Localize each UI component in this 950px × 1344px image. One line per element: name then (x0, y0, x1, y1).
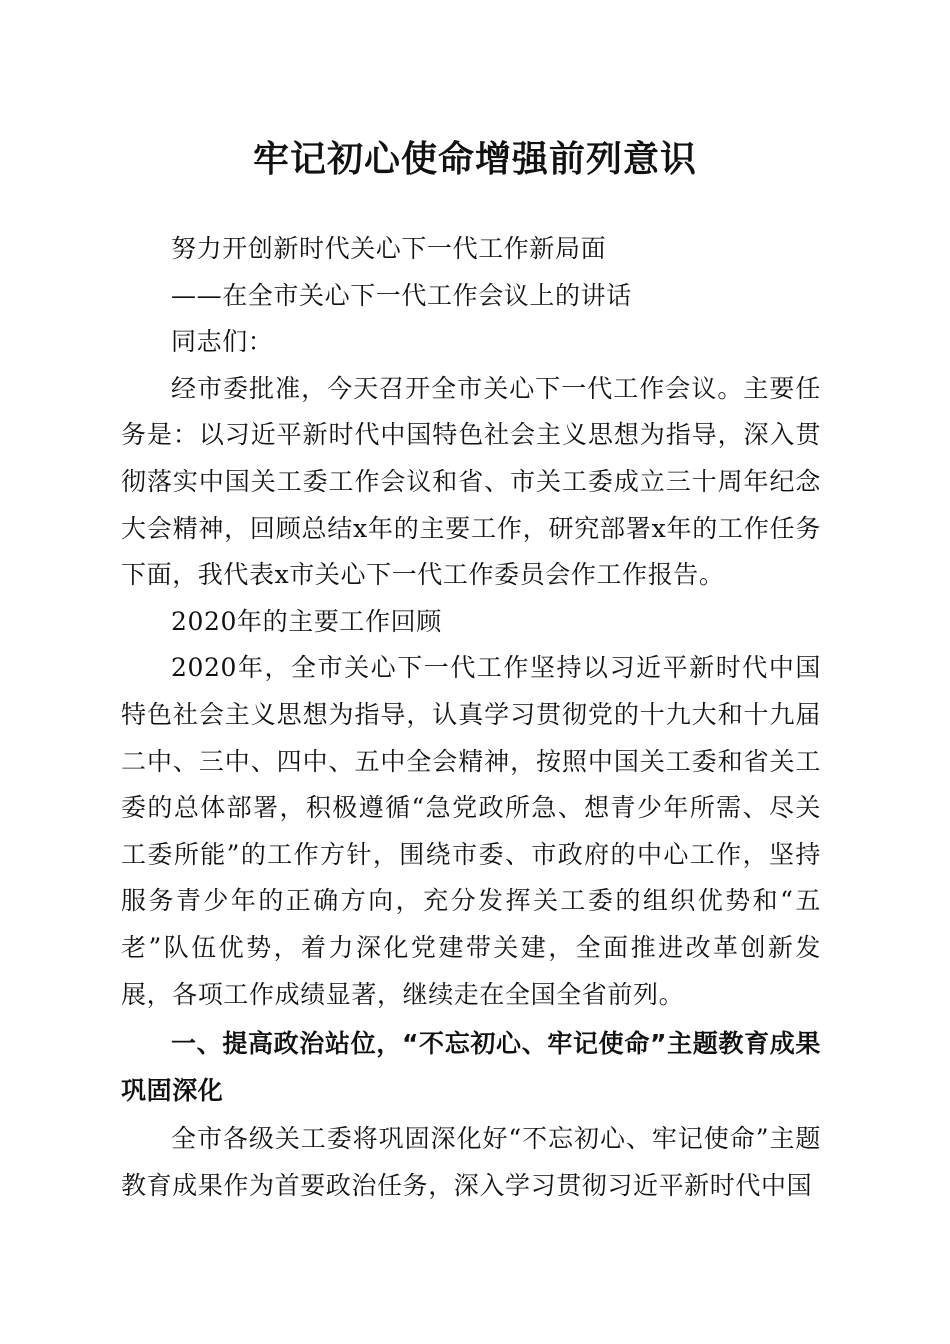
subtitle: 努力开创新时代关心下一代工作新局面 (171, 234, 607, 263)
salutation: 同志们： (171, 327, 274, 357)
document-body (121, 226, 821, 1209)
speech-line: ——在全市关心下一代工作会议上的讲话 (171, 280, 632, 310)
paragraph-section-1: 全市各级关工委将巩固深化好“不忘初心、牢记使命”主题教育成果作为首要政治任务，深入学习贯彻习近平新时代中国 (121, 1124, 821, 1200)
paragraph-review: 2020年，全市关心下一代工作坚持以习近平新时代中国特色社会主义思想为指导，认真学习贯彻党的十九大和十九届二中、三中、四中、五中全会精神，按照中国关工委和省关工委的总体部署，积极遵循“急党政所急、想青少年所需、尽关工委所能”的工作方针，围绕市委、市政府的中心工作，坚持服务青少年的正确方向，充分发挥关工委的组织优势和“五老”队伍优势，着力深化党建带关建，全面推进改革创新发展，各项工作成绩显著，继续走在全国全省前列。 (121, 653, 821, 1009)
document-title: 牢记初心使命增强前列意识 (252, 138, 697, 180)
section-1-heading: 一、提高政治站位，“不忘初心、牢记使命”主题教育成果巩固深化 (121, 1029, 821, 1106)
review-heading: 2020年的主要工作回顾 (171, 606, 442, 636)
paragraph-intro: 经市委批准，今天召开全市关心下一代工作会议。主要任务是：以习近平新时代中国特色社会主义思想为指导，深入贯彻落实中国关工委工作会议和省、市关工委成立三十周年纪念大会精神，回顾总结x年的主要工作，研究部署x年的工作任务下面，我代表x市关心下一代工作委员会作工作报告。 (121, 373, 821, 590)
